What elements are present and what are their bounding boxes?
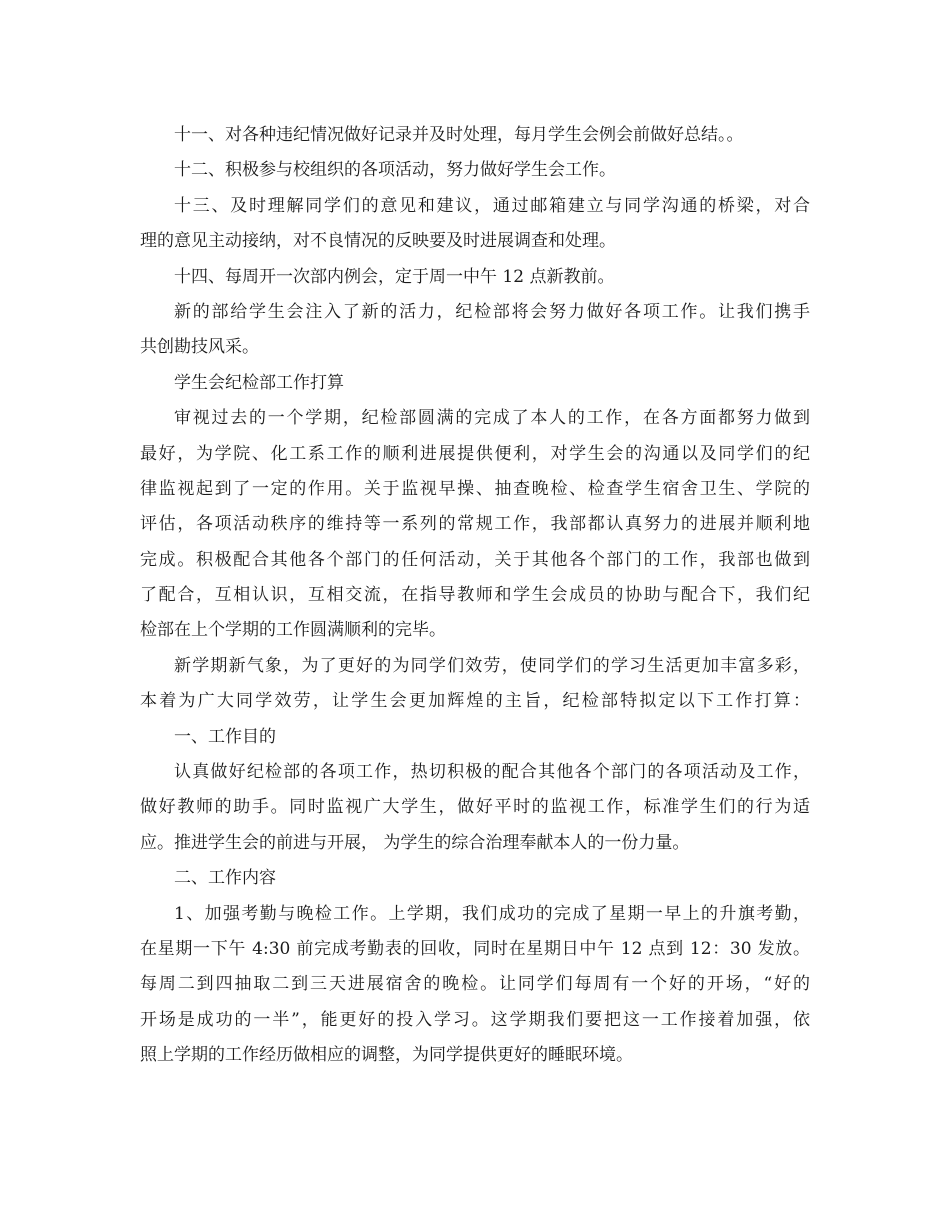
paragraph-line: 共创勘技风采。 xyxy=(140,337,259,358)
section-heading: 一、工作目的 xyxy=(174,726,276,747)
paragraph-line: 在星期一下午 4:30 前完成考勤表的回收，同时在星期日中午 12 点到 12：30 发放。 xyxy=(140,938,810,959)
paragraph-line: 十四、每周开一次部内例会，定于周一中午 12 点新教前。 xyxy=(174,266,615,287)
paragraph-line: 每周二到四抽取二到三天进展宿舍的晚检。让同学们每周有一个好的开场，“好的 xyxy=(140,974,810,995)
paragraph-line: 十二、积极参与校组织的各项活动，努力做好学生会工作。 xyxy=(174,160,616,181)
paragraph-line: 最好，为学院、化工系工作的顺利进展提供便利，对学生会的沟通以及同学们的纪 xyxy=(140,443,810,464)
paragraph-line: 检部在上个学期的工作圆满顺利的完毕。 xyxy=(140,620,446,641)
paragraph-line: 1、加强考勤与晚检工作。上学期，我们成功的完成了星期一早上的升旗考勤， xyxy=(174,903,810,924)
paragraph-line: 律监视起到了一定的作用。关于监视早操、抽查晚检、检查学生宿舍卫生、学院的 xyxy=(140,478,810,499)
paragraph-line: 评估，各项活动秩序的维持等一系列的常规工作，我部都认真努力的进展并顺利地 xyxy=(140,514,810,535)
paragraph-line: 本着为广大同学效劳，让学生会更加辉煌的主旨，纪检部特拟定以下工作打算： xyxy=(140,691,810,712)
paragraph-line: 理的意见主动接纳，对不良情况的反映要及时进展调查和处理。 xyxy=(140,231,616,252)
paragraph-line: 新学期新气象，为了更好的为同学们效劳，使同学们的学习生活更加丰富多彩， xyxy=(174,655,810,676)
paragraph-line: 做好教师的助手。同时监视广大学生，做好平时的监视工作，标准学生们的行为适 xyxy=(140,797,810,818)
paragraph-line: 十一、对各种违纪情况做好记录并及时处理，每月学生会例会前做好总结。。 xyxy=(174,125,744,145)
paragraph-line: 应。推进学生会的前进与开展， 为学生的综合治理奉献本人的一份力量。 xyxy=(140,832,690,853)
paragraph-line: 新的部给学生会注入了新的活力，纪检部将会努力做好各项工作。让我们携手 xyxy=(174,301,810,322)
section-heading: 学生会纪检部工作打算 xyxy=(174,372,344,393)
paragraph-line: 认真做好纪检部的各项工作，热切积极的配合其他各个部门的各项活动及工作， xyxy=(174,762,810,783)
paragraph-line: 照上学期的工作经历做相应的调整，为同学提供更好的睡眠环境。 xyxy=(140,1045,633,1066)
paragraph-line: 十三、及时理解同学们的意见和建议，通过邮箱建立与同学沟通的桥梁，对合 xyxy=(174,195,810,216)
paragraph-line: 审视过去的一个学期，纪检部圆满的完成了本人的工作，在各方面都努力做到 xyxy=(174,408,810,429)
paragraph-line: 开场是成功的一半”，能更好的投入学习。这学期我们要把这一工作接着加强，依 xyxy=(140,1009,810,1030)
section-heading: 二、工作内容 xyxy=(174,868,276,889)
paragraph-line: 了配合，互相认识，互相交流，在指导教师和学生会成员的协助与配合下，我们纪 xyxy=(140,585,810,606)
paragraph-line: 完成。积极配合其他各个部门的任何活动，关于其他各个部门的工作，我部也做到 xyxy=(140,549,810,570)
document-body xyxy=(140,118,810,1074)
